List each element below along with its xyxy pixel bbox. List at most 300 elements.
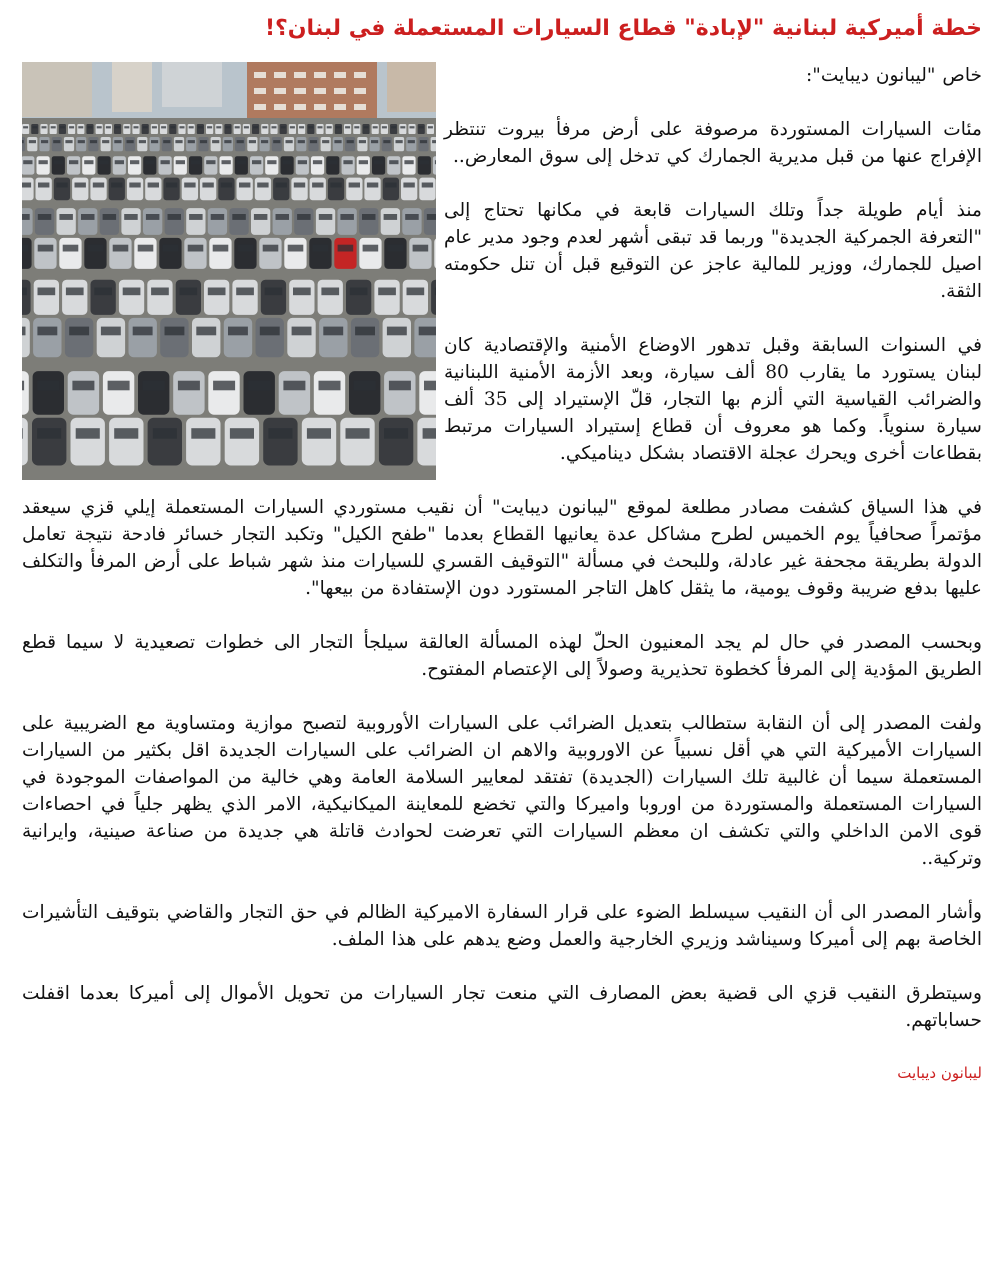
photo-car-windshield (97, 126, 102, 128)
photo-car (96, 124, 103, 134)
photo-car-windshield (22, 245, 28, 252)
photo-car-windshield (124, 214, 138, 220)
photo-building-window (314, 72, 326, 78)
photo-car (349, 371, 380, 415)
photo-car (265, 156, 278, 174)
photo-car (52, 137, 62, 151)
photo-car (31, 124, 38, 134)
photo-car-windshield (175, 140, 182, 143)
photo-car (34, 238, 56, 269)
photo-car-windshield (53, 140, 60, 143)
article-paragraph: مئات السيارات المستوردة مرصوفة على أرض مرفأ بيروت تنتظر الإفراج عنها من قبل مديرية الجمارك كي تدخل إلى سوق المعارض.. (444, 119, 982, 167)
photo-car (159, 156, 172, 174)
photo-car-windshield (29, 140, 36, 143)
photo-car (198, 137, 208, 151)
photo-car-windshield (427, 214, 436, 220)
photo-car-windshield (54, 160, 63, 164)
photo-car (33, 371, 64, 415)
photo-car (381, 124, 388, 134)
photo-car (35, 208, 54, 235)
photo-car (384, 238, 406, 269)
photo-car-windshield (388, 245, 404, 252)
article-paragraph: منذ أيام طويلة جداً وتلك السيارات قابعة في مكانها تحتاج إلى "التعرفة الجمركية الجديدة" وربما قد تبقى أشهر لعدم وجود مدير عام اصيل للجمارك، ووزير للمالية عاجز عن التوقيع قبل أن تنل حكومته الثقة. (444, 200, 982, 302)
photo-car (160, 318, 188, 357)
photo-car-windshield (163, 245, 179, 252)
photo-car-windshield (363, 245, 379, 252)
photo-car-windshield (166, 183, 177, 188)
photo-car (298, 124, 305, 134)
article-paragraph: في هذا السياق كشفت مصادر مطلعة لموقع "ليبانون ديبايت" أن نقيب مستوردي السيارات المستعملة إيلي قزي سيعقد مؤتمراً صحافياً يوم الخميس لطرح مشاكل عدة يعانيها القطاع بعدما "طفح الكيل" وتكبد التجار خسائر فادحة نتيجة تعامل الدولة بطريقة مجحفة غير عادلة، وللبحث في مسألة "التوقيف القسري للسيارات منذ شهر شباط على أرض المرفأ والتكلف عليها بدفع ضريبة وقوف يومية، ما يثقل كاهل التاجر المستورد دون الإستفادة من بيعها". (22, 497, 982, 599)
photo-car (113, 137, 123, 151)
photo-car (22, 280, 31, 315)
photo-car-windshield (213, 381, 235, 391)
photo-car (296, 137, 306, 151)
photo-car (433, 156, 436, 174)
photo-car-windshield (93, 183, 104, 188)
photo-building-window (354, 104, 366, 110)
photo-car (287, 318, 315, 357)
photo-car-windshield (350, 288, 368, 296)
article-paragraph: وبحسب المصدر في حال لم يجد المعنيون الحلّ لهذه المسألة العالقة سيلجأ التجار الى خطوات تصعيدية لا سيما قطع الطريق المؤدية إلى المرفأ كخطوة تحذيرية وصولاً إلى الإعتصام المفتوح. (22, 632, 982, 680)
photo-building-window (254, 72, 266, 78)
photo-car-windshield (254, 214, 268, 220)
photo-car (417, 418, 436, 466)
photo-car (113, 156, 126, 174)
photo-car (419, 178, 435, 201)
photo-car (381, 208, 400, 235)
photo-car-windshield (312, 183, 323, 188)
photo-car (160, 124, 167, 134)
photo-car (34, 280, 59, 315)
photo-car-windshield (152, 126, 157, 128)
photo-car-windshield (165, 327, 185, 336)
photo-car (387, 156, 400, 174)
photo-car-windshield (32, 126, 37, 128)
photo-car-windshield (396, 140, 403, 143)
photo-car-windshield (22, 327, 26, 336)
photo-car (109, 238, 131, 269)
photo-car (100, 208, 119, 235)
photo-car (71, 418, 105, 466)
photo-car (138, 371, 169, 415)
photo-car (418, 137, 428, 151)
photo-car (37, 156, 50, 174)
photo-car-windshield (213, 245, 229, 252)
photo-car-windshield (184, 183, 195, 188)
photo-car-windshield (222, 160, 231, 164)
photo-car-windshield (307, 428, 331, 439)
photo-car-windshield (37, 428, 61, 439)
photo-car (232, 280, 257, 315)
photo-car-windshield (189, 214, 203, 220)
photo-car (414, 318, 436, 357)
photo-car (403, 280, 428, 315)
photo-car (36, 178, 52, 201)
photo-car (261, 124, 268, 134)
photo-car (328, 178, 344, 201)
parking-lot-image (22, 62, 436, 480)
photo-car (326, 156, 339, 174)
photo-car-windshield (422, 183, 433, 188)
photo-car-windshield (257, 183, 268, 188)
photo-car (383, 318, 411, 357)
photo-car (186, 208, 205, 235)
photo-car-windshield (114, 140, 121, 143)
photo-car-windshield (293, 288, 311, 296)
photo-car-windshield (41, 140, 48, 143)
photo-car-windshield (249, 140, 256, 143)
photo-car (406, 137, 416, 151)
photo-car-windshield (405, 214, 419, 220)
photo-car-windshield (230, 428, 254, 439)
photo-car (103, 371, 134, 415)
photo-car-windshield (294, 183, 305, 188)
photo-car (197, 124, 204, 134)
photo-car (208, 371, 239, 415)
photo-car (394, 137, 404, 151)
photo-car-windshield (407, 288, 425, 296)
photo-car-windshield (355, 327, 375, 336)
photo-car (145, 178, 161, 201)
photo-car-windshield (244, 126, 249, 128)
photo-car (64, 137, 74, 151)
photo-car-windshield (383, 140, 390, 143)
photo-car-windshield (382, 126, 387, 128)
photo-car-windshield (345, 126, 350, 128)
photo-car-windshield (51, 126, 56, 128)
photo-car (22, 208, 33, 235)
photo-car-windshield (38, 245, 54, 252)
photo-car (318, 280, 343, 315)
photo-car (22, 418, 28, 466)
photo-car (234, 124, 241, 134)
photo-car (291, 178, 307, 201)
photo-car-windshield (276, 183, 287, 188)
photo-car (294, 208, 313, 235)
photo-building-window (334, 72, 346, 78)
photo-car (22, 178, 34, 201)
photo-car-windshield (323, 327, 343, 336)
photo-car (98, 156, 111, 174)
article-paragraph-intro: خاص "ليبانون ديبايت": (806, 65, 982, 86)
photo-car-windshield (330, 183, 341, 188)
photo-car (256, 318, 284, 357)
photo-car (22, 137, 25, 151)
photo-car-windshield (22, 428, 23, 439)
photo-car-windshield (59, 214, 73, 220)
photo-car (326, 124, 333, 134)
photo-car-windshield (310, 140, 317, 143)
photo-car (418, 156, 431, 174)
photo-car-windshield (268, 428, 292, 439)
photo-car (244, 371, 275, 415)
article-photo-parking-lot (22, 62, 436, 480)
photo-car (431, 280, 436, 315)
photo-building-window (314, 104, 326, 110)
photo-car (134, 238, 156, 269)
photo-car-windshield (354, 381, 376, 391)
photo-car (109, 178, 125, 201)
photo-car-windshield (65, 140, 72, 143)
photo-car (235, 156, 248, 174)
photo-car-windshield (139, 140, 146, 143)
photo-car (261, 280, 286, 315)
photo-car (101, 137, 111, 151)
photo-car (321, 137, 331, 151)
photo-car-windshield (410, 126, 415, 128)
photo-car (284, 137, 294, 151)
photo-building-window (274, 104, 286, 110)
photo-car-windshield (235, 126, 240, 128)
photo-car-windshield (38, 183, 49, 188)
photo-car (148, 418, 182, 466)
photo-car (284, 238, 306, 269)
photo-car-windshield (318, 126, 323, 128)
photo-car-windshield (327, 126, 332, 128)
photo-car-windshield (212, 140, 219, 143)
photo-car (316, 124, 323, 134)
photo-car-windshield (161, 126, 166, 128)
photo-car (384, 371, 415, 415)
photo-car (220, 156, 233, 174)
photo-building-window (334, 104, 346, 110)
photo-car-windshield (37, 381, 59, 391)
photo-car (335, 124, 342, 134)
photo-car (314, 371, 345, 415)
photo-car-windshield (211, 214, 225, 220)
photo-car (129, 318, 157, 357)
photo-car (114, 124, 121, 134)
photo-car (289, 280, 314, 315)
photo-car (132, 124, 139, 134)
photo-car-windshield (178, 381, 200, 391)
photo-car (225, 418, 259, 466)
photo-car-windshield (106, 126, 111, 128)
photo-car (364, 178, 380, 201)
photo-car (255, 178, 271, 201)
photo-car-windshield (413, 245, 429, 252)
photo-car-windshield (290, 126, 295, 128)
photo-car (372, 124, 379, 134)
photo-car (359, 238, 381, 269)
photo-car-windshield (188, 140, 195, 143)
photo-car-windshield (237, 160, 246, 164)
photo-car-windshield (403, 183, 414, 188)
photo-car-windshield (384, 214, 398, 220)
photo-car (243, 124, 250, 134)
photo-car-windshield (420, 140, 427, 143)
photo-car-windshield (298, 140, 305, 143)
photo-car (68, 124, 75, 134)
photo-car (263, 418, 297, 466)
photo-car-windshield (90, 140, 97, 143)
photo-car (280, 124, 287, 134)
photo-car-windshield (371, 140, 378, 143)
photo-car (176, 280, 201, 315)
photo-car (431, 137, 436, 151)
photo-car-windshield (42, 126, 47, 128)
photo-car-windshield (76, 428, 100, 439)
photo-car (105, 124, 112, 134)
photo-car-windshield (38, 214, 52, 220)
photo-car (419, 371, 436, 415)
photo-car (86, 124, 93, 134)
photo-car (390, 124, 397, 134)
photo-car-windshield (133, 327, 153, 336)
photo-car-windshield (252, 160, 261, 164)
photo-car-windshield (334, 140, 341, 143)
photo-car-windshield (224, 140, 231, 143)
article-paragraph: في السنوات السابقة وقبل تدهور الاوضاع الأمنية والإقتصادية كان لبنان يستورد ما يقارب 80 ألف سيارة، وبعد الأزمة الأمنية اللبنانية والضرائب القياسية التي ألزم بها التجار، قلّ الإستيراد إلى 35 ألف سيارة سنوياً. وكما هو معروف أن قطاع إستيراد السيارات مرتبط بقطاعات أخرى ويحرك عجلة الاقتصاد بشكل ديناميكي. (444, 335, 982, 464)
photo-car (188, 124, 195, 134)
photo-car (401, 178, 417, 201)
photo-car-windshield (299, 126, 304, 128)
photo-car (59, 124, 66, 134)
photo-car (90, 178, 106, 201)
photo-car-windshield (56, 183, 67, 188)
photo-car (121, 208, 140, 235)
photo-car-windshield (236, 288, 254, 296)
photo-car (142, 124, 149, 134)
photo-car (68, 371, 99, 415)
photo-car-windshield (124, 126, 129, 128)
photo-car-windshield (389, 160, 398, 164)
photo-car-windshield (248, 381, 270, 391)
photo-car (186, 418, 220, 466)
photo-car-windshield (419, 126, 424, 128)
photo-car (357, 156, 370, 174)
photo-building-window (354, 72, 366, 78)
photo-car-windshield (273, 140, 280, 143)
photo-car (192, 318, 220, 357)
photo-car-windshield (367, 183, 378, 188)
photo-car-windshield (419, 327, 436, 336)
photo-car (234, 238, 256, 269)
photo-car (147, 280, 172, 315)
photo-car-windshield (115, 126, 120, 128)
photo-car-windshield (207, 126, 212, 128)
photo-car (224, 124, 231, 134)
photo-car (22, 156, 34, 174)
photo-car-windshield (262, 126, 267, 128)
photo-car (200, 178, 216, 201)
photo-car-windshield (145, 160, 154, 164)
photo-car (159, 238, 181, 269)
photo-car-windshield (336, 126, 341, 128)
photo-car (109, 418, 143, 466)
photo-car-windshield (237, 140, 244, 143)
photo-car (374, 280, 399, 315)
photo-car (273, 208, 292, 235)
photo-car (296, 156, 309, 174)
photo-building-window (334, 88, 346, 94)
photo-car (399, 124, 406, 134)
photo-car-windshield (283, 381, 305, 391)
photo-car-windshield (378, 288, 396, 296)
photo-car-windshield (297, 214, 311, 220)
photo-car-windshield (216, 126, 221, 128)
article-paragraph: وسيتطرق النقيب قزي الى قضية بعض المصارف التي منعت تجار السيارات من تحويل الأموال إلى أميركا بعدما اقفلت حساباتهم. (22, 983, 982, 1031)
photo-car-windshield (328, 160, 337, 164)
photo-car (186, 137, 196, 151)
photo-car-windshield (354, 126, 359, 128)
photo-car-windshield (180, 126, 185, 128)
photo-car-windshield (283, 160, 292, 164)
photo-car-windshield (88, 126, 93, 128)
photo-car-windshield (39, 160, 48, 164)
photo-car-windshield (206, 160, 215, 164)
photo-car (334, 238, 356, 269)
photo-car (39, 137, 49, 151)
photo-car-windshield (101, 327, 121, 336)
photo-car-windshield (69, 160, 78, 164)
photo-car (22, 124, 29, 134)
photo-car-windshield (322, 140, 329, 143)
photo-car-windshield (424, 381, 436, 391)
photo-car-windshield (384, 428, 408, 439)
photo-car-windshield (202, 183, 213, 188)
photo-car (88, 137, 98, 151)
photo-car (151, 124, 158, 134)
photo-car (235, 137, 245, 151)
photo-car (223, 137, 233, 151)
photo-car (289, 124, 296, 134)
photo-car (402, 156, 415, 174)
photo-car (57, 208, 76, 235)
photo-car (204, 156, 217, 174)
photo-car-windshield (420, 160, 429, 164)
photo-car (229, 208, 248, 235)
photo-car-windshield (349, 183, 360, 188)
photo-car (206, 124, 213, 134)
photo-car (143, 156, 156, 174)
photo-car (250, 156, 263, 174)
photo-car-windshield (338, 245, 354, 252)
photo-car-windshield (428, 126, 433, 128)
photo-car-windshield (130, 160, 139, 164)
photo-car-windshield (359, 140, 366, 143)
photo-car-windshield (347, 140, 354, 143)
photo-car (418, 124, 425, 134)
photo-car-windshield (272, 126, 277, 128)
photo-car-windshield (391, 126, 396, 128)
photo-car (162, 137, 172, 151)
photo-car-windshield (228, 327, 248, 336)
photo-car (165, 208, 184, 235)
photo-building-window (254, 104, 266, 110)
photo-car-windshield (292, 327, 312, 336)
photo-car-windshield (265, 288, 283, 296)
photo-car-windshield (88, 245, 104, 252)
photo-car-windshield (102, 140, 109, 143)
photo-car-windshield (114, 428, 138, 439)
photo-car (50, 124, 57, 134)
photo-car-windshield (267, 160, 276, 164)
photo-car (65, 318, 93, 357)
photo-car (184, 238, 206, 269)
photo-car (342, 156, 355, 174)
photo-car-windshield (221, 183, 232, 188)
photo-building (22, 62, 92, 117)
photo-car (333, 137, 343, 151)
photo-car (237, 178, 253, 201)
photo-car-windshield (170, 126, 175, 128)
photo-car-windshield (37, 327, 57, 336)
photo-car (173, 371, 204, 415)
photo-car-windshield (78, 126, 83, 128)
photo-car (311, 156, 324, 174)
photo-car-windshield (208, 288, 226, 296)
